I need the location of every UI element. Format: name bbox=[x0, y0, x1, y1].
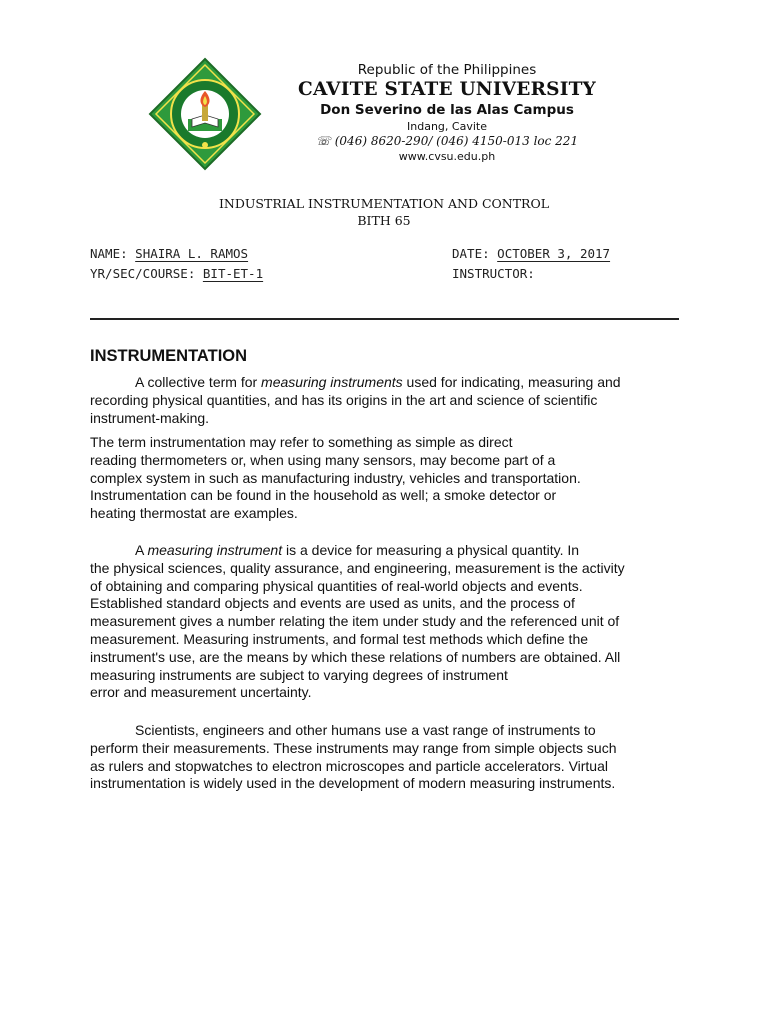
website-link[interactable]: www.cvsu.edu.ph bbox=[398, 150, 496, 163]
instructor-row bbox=[452, 264, 610, 284]
student-info-right bbox=[452, 244, 610, 284]
paragraph-line: instrumentation is widely used in the development of modern measuring instruments. bbox=[90, 775, 616, 792]
course-code: BITH 65 bbox=[357, 213, 411, 228]
yrsec-label: YR/SEC/COURSE: bbox=[90, 266, 196, 281]
paragraph-line: complex system in such as manufacturing industry, vehicles and transportation. bbox=[90, 469, 581, 486]
paragraph-line: as rulers and stopwatches to electron microscopes and particle accelerators. Virtual bbox=[90, 757, 608, 774]
paragraph-3 bbox=[90, 542, 680, 702]
date-row bbox=[452, 244, 610, 264]
name-row bbox=[90, 244, 263, 264]
university-seal-logo bbox=[148, 57, 262, 171]
phone-text: ☏ (046) 8620-290/ (046) 4150-013 loc 221 bbox=[315, 134, 579, 148]
paragraph-line: perform their measurements. These instruments may range from simple objects such bbox=[90, 739, 617, 756]
campus-name: Don Severino de las Alas Campus bbox=[320, 102, 574, 118]
paragraph-line: measurement gives a number relating the item under study and the referenced unit of bbox=[90, 613, 620, 630]
paragraph-line: Scientists, engineers and other humans use a vast range of instruments to bbox=[135, 722, 596, 738]
paragraph-line: instrument-making. bbox=[90, 409, 210, 426]
text-span: used for indicating, measuring and bbox=[402, 374, 621, 390]
date-label: DATE: bbox=[452, 246, 490, 261]
paragraph-line: the physical sciences, quality assurance, and engineering, measurement is the activity bbox=[90, 559, 625, 576]
course-title: INDUSTRIAL INSTRUMENTATION AND CONTROL bbox=[218, 196, 549, 211]
paragraph-line bbox=[90, 542, 680, 560]
republic-text: Republic of the Philippines bbox=[357, 62, 537, 78]
divider-line bbox=[90, 318, 679, 320]
date-value: OCTOBER 3, 2017 bbox=[497, 246, 611, 261]
paragraph-line: reading thermometers or, when using many sensors, may become part of a bbox=[90, 451, 556, 468]
paragraph-2 bbox=[90, 434, 680, 523]
emphasis-text: measuring instrument bbox=[147, 542, 283, 558]
paragraph-line: measurement. Measuring instruments, and formal test methods which define the bbox=[90, 630, 589, 647]
paragraph-line: recording physical quantities, and has its origins in the art and science of scientific bbox=[90, 391, 598, 408]
paragraph-line: Established standard objects and events are used as units, and the process of bbox=[90, 595, 575, 612]
letterhead bbox=[276, 62, 618, 164]
paragraph-4 bbox=[90, 722, 680, 793]
course-header bbox=[0, 195, 768, 229]
paragraph-line: of obtaining and comparing physical quantities of real-world objects and events. bbox=[90, 577, 583, 594]
text-span: A collective term for bbox=[135, 374, 262, 390]
text-span: is a device for measuring a physical quantity. In bbox=[282, 542, 580, 558]
student-info-left bbox=[90, 244, 263, 284]
town-text: Indang, Cavite bbox=[407, 120, 487, 133]
paragraph-1 bbox=[90, 374, 680, 427]
section-heading: INSTRUMENTATION bbox=[90, 347, 248, 365]
emphasis-text: measuring instruments bbox=[261, 374, 403, 390]
text-span: A bbox=[135, 542, 148, 558]
instructor-label: INSTRUCTOR: bbox=[452, 266, 535, 281]
paragraph-line: instrument's use, are the means by which these relations of numbers are obtained. All bbox=[90, 648, 621, 665]
paragraph-line: The term instrumentation may refer to something as simple as direct bbox=[90, 434, 513, 450]
paragraph-line bbox=[90, 374, 680, 392]
paragraph-line: Instrumentation can be found in the household as well; a smoke detector or bbox=[90, 487, 557, 504]
paragraph-line: heating thermostat are examples. bbox=[90, 505, 298, 522]
paragraph-line: error and measurement uncertainty. bbox=[90, 684, 312, 701]
yrsec-value: BIT-ET-1 bbox=[202, 266, 264, 281]
yrsec-row bbox=[90, 264, 263, 284]
name-value: SHAIRA L. RAMOS bbox=[135, 246, 249, 261]
university-name: CAVITE STATE UNIVERSITY bbox=[298, 79, 596, 100]
name-label: NAME: bbox=[90, 246, 128, 261]
paragraph-line: measuring instruments are subject to varying degrees of instrument bbox=[90, 666, 508, 683]
